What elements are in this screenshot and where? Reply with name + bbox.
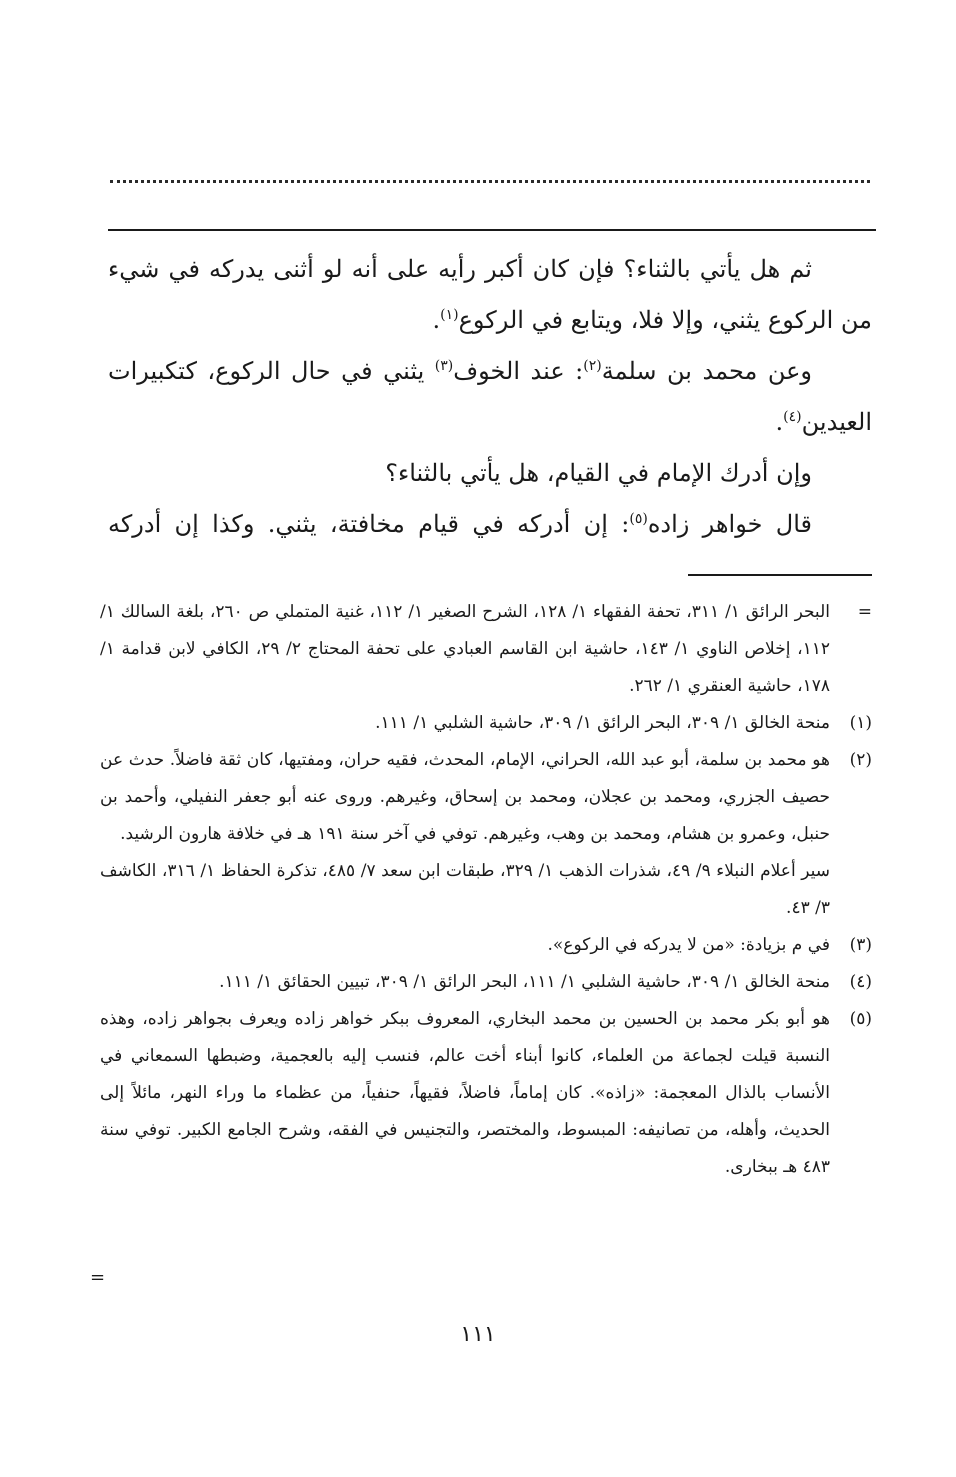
paragraph-2-text-a: وعن محمد بن سلمة (601, 357, 812, 385)
footnote-text: في م بزيادة: «من لا يدركه في الركوع». (547, 935, 830, 955)
footnote-ref-3: (٣) (434, 358, 454, 374)
footnotes (100, 594, 872, 1186)
paragraph-1-text: ثم هل يأتي بالثناء؟ فإن كان أكبر رأيه على أنه لو أثنى يدركه في شيء من الركوع يثني، وإلا فلا، ويتابع في الركوع (108, 255, 872, 334)
footnote-text: منحة الخالق ١/ ٣٠٩، البحر الرائق ١/ ٣٠٩، حاشية الشلبي ١/ ١١١. (375, 713, 830, 733)
paragraph-2 (108, 346, 872, 448)
paragraph-4 (108, 499, 872, 550)
footnote-number: (٥) (849, 1009, 872, 1029)
footnote-number: (١) (849, 713, 872, 733)
dotted-separator (110, 168, 870, 183)
paragraph-2-text-c: يثني في حال الركوع، كتكبيرات العيدين (108, 357, 872, 436)
footnote-4 (100, 964, 872, 1001)
footnote-ref-4: (٤) (783, 409, 802, 425)
main-text (108, 244, 872, 550)
footnote-marker: = (857, 602, 872, 622)
footnote-text: هو محمد بن سلمة، أبو عبد الله، الحراني، الإمام، المحدث، فقيه حران، ومفتيها، كان ثقة فاضلاً. حدث عن حصيف الجزري، ومحمد بن عجلان، ومحمد بن إسحاق، وغيرهم. وروى عنه أبو جعفر النفيلي، وأحمد بن حنبل، وعمرو بن هشام، ومحمد بن وهب، وغيرهم. توفي في آخر سنة ١٩١ هـ في خلافة هارون الرشيد. (100, 750, 830, 844)
paragraph-3 (108, 448, 872, 499)
page-number: ١١١ (460, 1322, 496, 1347)
paragraph-3-text: وإن أدرك الإمام في القيام، هل يأتي بالثناء؟ (385, 459, 812, 487)
footnote-ref-2: (٢) (583, 358, 602, 374)
footnote-number: (٣) (849, 935, 872, 955)
footnote-sources: سير أعلام النبلاء ٩/ ٤٩، شذرات الذهب ١/ ٣٢٩، طبقات ابن سعد ٧/ ٤٨٥، تذكرة الحفاظ ١/ ٣١٦، الكاشف ٣/ ٤٣. (100, 861, 830, 918)
footnote-text: البحر الرائق ١/ ٣١١، تحفة الفقهاء ١/ ١٢٨، الشرح الصغير ١/ ١١٢، غنية المتملي ص ٢٦٠، بلغة السالك ١/ ١١٢، إخلاص الناوي ١/ ١٤٣، حاشية ابن القاسم العبادي على تحفة المحتاج ٢/ ٢٩، الكافي لابن قدامة ١/ ١٧٨، حاشية العنقري ١/ ٢٦٢. (100, 602, 830, 696)
footnote-separator (688, 574, 872, 576)
footnote-2 (100, 742, 872, 927)
footnote-text: منحة الخالق ١/ ٣٠٩، حاشية الشلبي ١/ ١١١، البحر الرائق ١/ ٣٠٩، تبيين الحقائق ١/ ١١١. (219, 972, 830, 992)
footnote-5 (100, 1001, 872, 1186)
top-rule (108, 229, 876, 231)
paragraph-2-text-b: : عند الخوف (453, 357, 584, 385)
continuation-mark: = (90, 1267, 106, 1288)
footnote-ref-1: (١) (440, 307, 459, 323)
footnote-1 (100, 705, 872, 742)
footnote-continued (100, 594, 872, 705)
footnote-ref-5: (٥) (629, 511, 648, 527)
paragraph-1-end: . (432, 306, 441, 334)
paragraph-1 (108, 244, 872, 346)
footnote-3 (100, 927, 872, 964)
paragraph-4-text-a: قال خواهر زاده (647, 510, 812, 538)
footnote-text: هو أبو بكر محمد بن الحسين بن محمد البخاري، المعروف ببكر خواهر زاده ويعرف بجواهر زاده، وهذه النسبة قيلت لجماعة من العلماء، كانوا أبناء أخت عالم، فنسب إليه بالعجمية، وضبطها السمعاني في الأنساب بالذال المعجمة: «زاذه». كان إماماً، فاضلاً، فقيهاً، حنفياً، من عظماء ما وراء النهر، مائلاً إلى الحديث، وأهله، من تصانيفه: المبسوط، والمختصر، والتجنيس في الفقه، وشرح الجامع الكبير. توفي سنة ٤٨٣ هـ ببخارى. (100, 1009, 830, 1177)
paragraph-2-end: . (775, 408, 784, 436)
paragraph-4-text-b: : إن أدركه في قيام مخافتة، يثني. وكذا إن أدركه (108, 510, 630, 538)
footnote-number: (٤) (849, 972, 872, 992)
footnote-number: (٢) (849, 750, 872, 770)
